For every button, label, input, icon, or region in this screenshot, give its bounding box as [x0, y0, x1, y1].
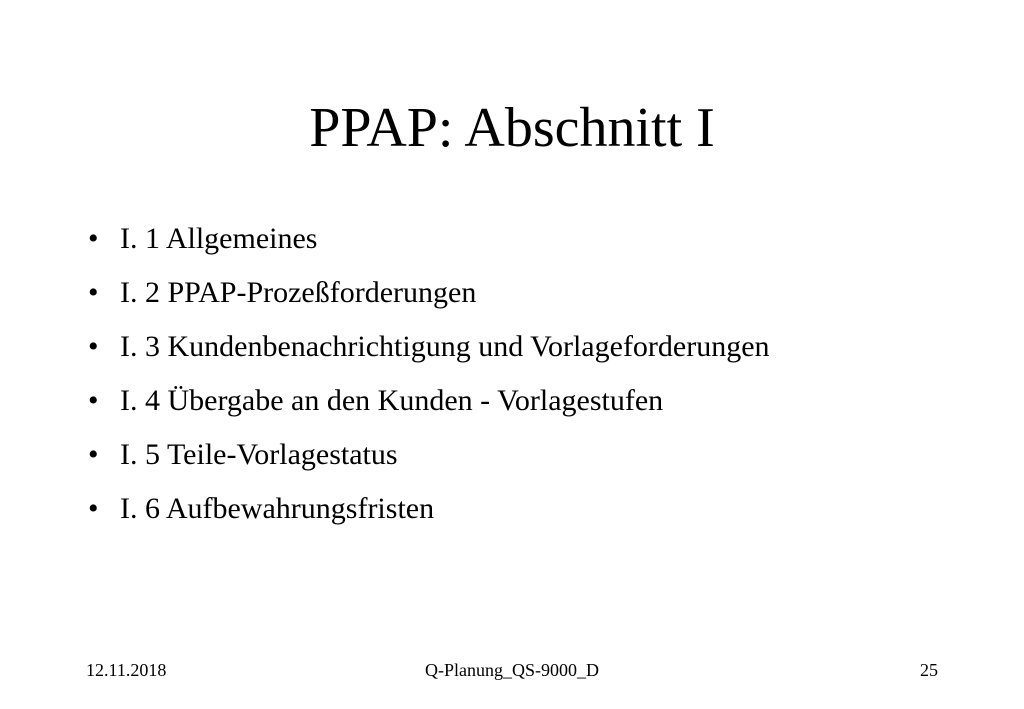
- bullet-text: I. 1 Allgemeines: [120, 222, 318, 255]
- bullet-item-1: [88, 212, 770, 266]
- footer-date: 12.11.2018: [86, 660, 167, 680]
- footer-page-number: 25: [920, 660, 938, 680]
- bullet-item-2: [88, 266, 770, 320]
- bullet-list: [88, 212, 770, 536]
- bullet-item-6: [88, 482, 770, 536]
- slide-title: PPAP: Abschnitt I: [309, 97, 715, 159]
- bullet-item-5: [88, 428, 770, 482]
- bullet-icon: •: [88, 222, 99, 255]
- bullet-text: I. 4 Übergabe an den Kunden - Vorlagestufen: [120, 384, 664, 417]
- bullet-icon: •: [88, 276, 99, 309]
- bullet-text: I. 3 Kundenbenachrichtigung und Vorlageforderungen: [120, 330, 770, 363]
- bullet-icon: •: [88, 384, 99, 417]
- bullet-item-3: [88, 320, 770, 374]
- bullet-icon: •: [88, 438, 99, 471]
- bullet-item-4: [88, 374, 770, 428]
- bullet-text: I. 6 Aufbewahrungsfristen: [120, 492, 435, 525]
- bullet-text: I. 5 Teile-Vorlagestatus: [120, 438, 398, 471]
- bullet-icon: •: [88, 492, 99, 525]
- bullet-icon: •: [88, 330, 99, 363]
- bullet-text: I. 2 PPAP-Prozeßforderungen: [120, 276, 477, 309]
- footer-presentation-name: Q-Planung_QS-9000_D: [425, 660, 599, 680]
